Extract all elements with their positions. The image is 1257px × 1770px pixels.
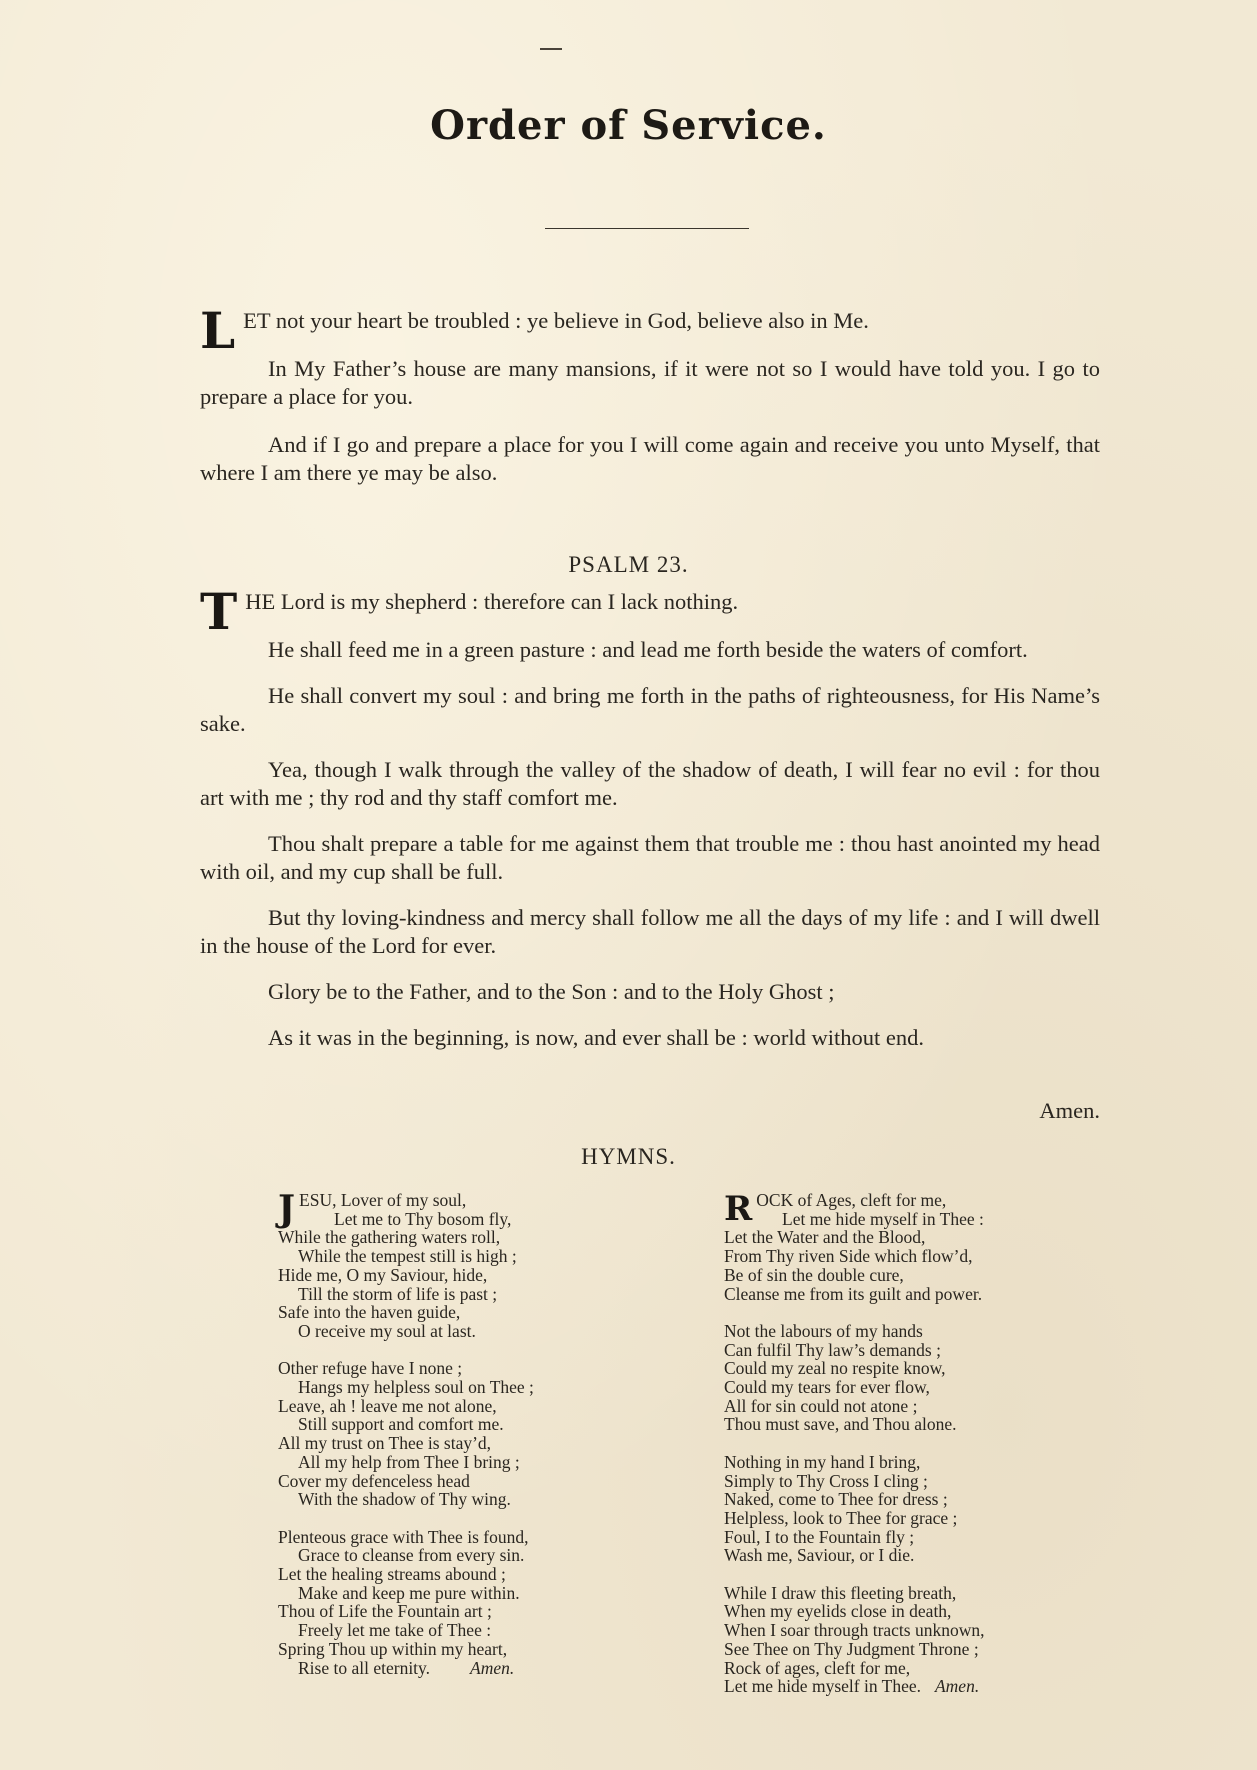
hymn-line: All my trust on Thee is stay’d,	[278, 1433, 492, 1454]
hymn-line: OCK of Ages, cleft for me,	[756, 1190, 947, 1210]
hymn-line: Could my tears for ever flow,	[724, 1377, 930, 1398]
hymn-right-amen: Amen.	[934, 1676, 980, 1697]
intro-dropcap: L	[200, 301, 236, 360]
hymn-line: Still support and comfort me.	[298, 1414, 504, 1435]
hymn-line: When my eyelids close in death,	[724, 1601, 952, 1622]
intro-verse-2: In My Father’s house are many mansions, if it were not so I would have told you. I go to prepare a place for you.	[200, 356, 1100, 409]
hymn-line: Not the labours of my hands	[724, 1320, 923, 1341]
hymn-line: Helpless, look to Thee for grace ;	[724, 1507, 958, 1528]
hymn-line: O receive my soul at last.	[298, 1320, 476, 1341]
hymn-line: Wash me, Saviour, or I die.	[724, 1545, 915, 1566]
psalm-verse: Yea, though I walk through the valley of the shadow of death, I will fear no evil : for thou art with me ; thy rod and thy staff comfort me.	[200, 757, 1100, 810]
hymn-line: Hangs my helpless soul on Thee ;	[298, 1377, 534, 1398]
psalm-dropcap: T	[200, 582, 238, 641]
psalm-verse: Thou shalt prepare a table for me against them that trouble me : thou hast anointed my head with oil, and my cup shall be full.	[200, 831, 1100, 884]
hymn-line: Cover my defenceless head	[278, 1470, 470, 1491]
hymn-line-text: Let me hide myself in Thee.	[724, 1676, 921, 1697]
hymn-line: Till the storm of life is past ;	[298, 1283, 498, 1304]
hymn-line: With the shadow of Thy wing.	[298, 1489, 511, 1510]
hymn-line: Grace to cleanse from every sin.	[298, 1545, 525, 1566]
hymn-line: When I soar through tracts unknown,	[724, 1620, 985, 1641]
hymn-stanza	[724, 1584, 1144, 1696]
hymn-line: Spring Thou up within my heart,	[278, 1638, 508, 1659]
hymn-line: Naked, come to Thee for dress ;	[724, 1489, 948, 1510]
hymn-line: Safe into the haven guide,	[278, 1302, 461, 1323]
psalm-gloria: Glory be to the Father, and to the Son : and to the Holy Ghost ;	[268, 979, 835, 1004]
psalm-first-verse	[200, 582, 1100, 641]
hymn-line: While I draw this fleeting breath,	[724, 1582, 957, 1603]
hymns-heading: HYMNS.	[581, 1144, 676, 1169]
hymn-stanza	[278, 1359, 698, 1509]
hymn-line: Foul, I to the Fountain fly ;	[724, 1526, 915, 1547]
page-title: Order of Service.	[430, 102, 827, 149]
hymn-line: While the tempest still is high ;	[298, 1246, 517, 1267]
hymn-line	[724, 1677, 1144, 1696]
hymn-line: Let me hide myself in Thee :	[782, 1208, 984, 1229]
hymn-line: Let me to Thy bosom fly,	[334, 1208, 512, 1229]
hymn-line: Could my zeal no respite know,	[724, 1358, 946, 1379]
psalm-heading: PSALM 23.	[568, 552, 689, 577]
hymn-line: Let the Water and the Blood,	[724, 1227, 926, 1248]
hymn-line-text: Rise to all eternity.	[298, 1657, 431, 1678]
hymn-line: Make and keep me pure within.	[298, 1582, 520, 1603]
hymn-line: Freely let me take of Thee :	[298, 1620, 492, 1641]
hymn-line: From Thy riven Side which flow’d,	[724, 1246, 973, 1267]
hymn-line: Let the healing streams abound ;	[278, 1564, 506, 1585]
hymn-line: While the gathering waters roll,	[278, 1227, 501, 1248]
psalm-gloria-2: As it was in the beginning, is now, and ever shall be : world without end.	[268, 1025, 924, 1050]
hymn-line: Rock of ages, cleft for me,	[724, 1657, 911, 1678]
hymn-stanza	[724, 1453, 1144, 1565]
title-divider	[545, 228, 749, 229]
hymn-right	[724, 1191, 1144, 1715]
hymn-line: ESU, Lover of my soul,	[299, 1190, 467, 1210]
hymn-line: Nothing in my hand I bring,	[724, 1451, 921, 1472]
hymn-line: Hide me, O my Saviour, hide,	[278, 1264, 488, 1285]
hymn-line: See Thee on Thy Judgment Throne ;	[724, 1638, 979, 1659]
hymn-line: All for sin could not atone ;	[724, 1395, 918, 1416]
hymn-line	[278, 1659, 698, 1678]
psalm-verse: But thy loving-kindness and mercy shall follow me all the days of my life : and I will dwell in the house of the Lord for ever.	[200, 905, 1100, 958]
hymn-line: Simply to Thy Cross I cling ;	[724, 1470, 928, 1491]
psalm-verse: He shall feed me in a green pasture : and lead me forth beside the waters of comfort.	[268, 637, 1028, 662]
intro-first-text: ET not your heart be troubled : ye believe in God, believe also in Me.	[243, 308, 869, 333]
hymn-line: Other refuge have I none ;	[278, 1358, 463, 1379]
hymn-left-dropcap: J	[278, 1188, 296, 1230]
hymn-stanza	[278, 1188, 698, 1341]
hymn-line: Plenteous grace with Thee is found,	[278, 1526, 529, 1547]
hymn-line: Thou must save, and Thou alone.	[724, 1414, 957, 1435]
hymn-line: Thou of Life the Fountain art ;	[278, 1601, 492, 1622]
hymn-stanza	[724, 1191, 1144, 1303]
hymn-left-amen: Amen.	[470, 1657, 515, 1678]
hymn-line: Can fulfil Thy law’s demands ;	[724, 1339, 941, 1360]
psalm-passage	[200, 582, 1100, 1052]
top-mark	[540, 48, 562, 50]
psalm-first-text: HE Lord is my shepherd : therefore can I lack nothing.	[245, 589, 739, 614]
hymn-line: Leave, ah ! leave me not alone,	[278, 1395, 497, 1416]
hymn-left	[278, 1188, 698, 1696]
hymn-stanza	[724, 1322, 1144, 1434]
hymn-line: Be of sin the double cure,	[724, 1264, 904, 1285]
hymn-right-dropcap: R	[724, 1189, 753, 1229]
hymn-line: Cleanse me from its guilt and power.	[724, 1283, 983, 1304]
hymn-stanza	[278, 1528, 698, 1678]
intro-passage	[200, 301, 1100, 487]
intro-verse-3: And if I go and prepare a place for you I will come again and receive you unto Myself, that where I am there ye may be also.	[200, 432, 1100, 485]
intro-first-verse	[200, 301, 1100, 360]
psalm-verse: He shall convert my soul : and bring me forth in the paths of righteousness, for His Name’s sake.	[200, 683, 1100, 736]
hymn-line: All my help from Thee I bring ;	[298, 1451, 520, 1472]
psalm-amen: Amen.	[1039, 1098, 1100, 1123]
